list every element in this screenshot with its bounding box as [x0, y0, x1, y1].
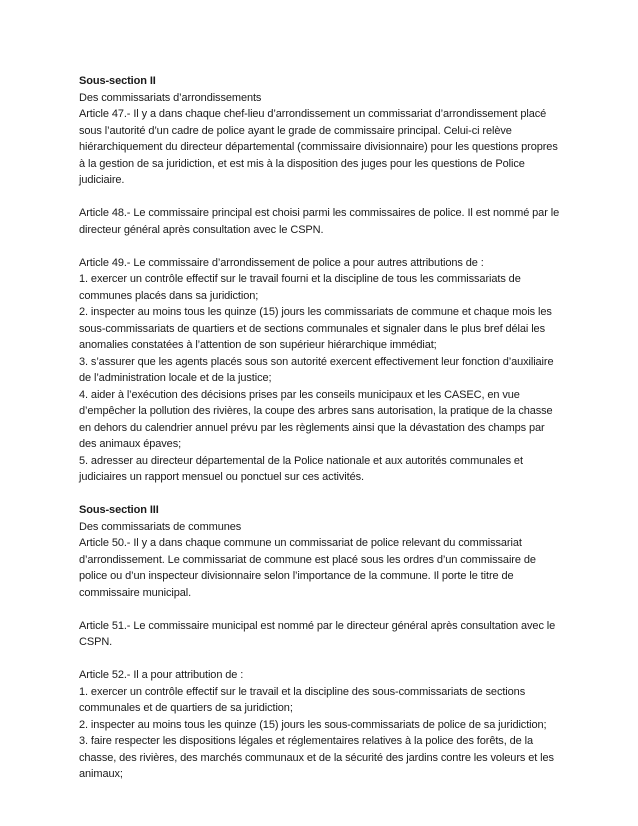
- section-subtitle: Des commissariats d’arrondissements: [79, 91, 262, 104]
- article-48-block: [79, 205, 561, 238]
- sous-section-iii: [79, 502, 561, 601]
- list-item: 1. exercer un contrôle effectif sur le travail fourni et la discipline de tous les commissariats de communes placés dans sa juridiction;: [79, 273, 521, 302]
- list-item: 1. exercer un contrôle effectif sur le travail et la discipline des sous-commissariats de sections communales et de quartiers de sa juridiction;: [79, 685, 526, 714]
- article-51-block: [79, 618, 561, 651]
- list-item: 4. aider à l’exécution des décisions prises par les conseils municipaux et les CASEC, en vue d’empêcher la pollution des rivières, la coupe des arbres sans autorisation, la pratique de la chasse en dehors du calendrier annuel prévu par les règlements ainsi que la dévastation des champs par des animaux épaves;: [79, 388, 553, 450]
- article-52-intro: Article 52.- Il a pour attribution de :: [79, 669, 244, 681]
- article-48: Article 48.- Le commissaire principal est choisi parmi les commissaires de police. Il est nommé par le directeur général après consultation avec le CSPN.: [79, 207, 560, 236]
- article-49-intro: Article 49.- Le commissaire d’arrondissement de police a pour autres attributions de :: [79, 256, 484, 269]
- article-49-block: [79, 255, 561, 486]
- section-heading: Sous-section III: [79, 504, 159, 516]
- list-item: 3. s’assurer que les agents placés sous son autorité exercent effectivement leur fonction d’auxiliaire de l’administration locale et de la justice;: [79, 355, 554, 384]
- article-52-block: [79, 667, 561, 783]
- list-item: 2. inspecter au moins tous les quinze (15) jours les sous-commissariats de police de sa juridiction;: [79, 718, 547, 731]
- list-item: 2. inspecter au moins tous les quinze (15) jours les commissariats de commune et chaque mois les sous-commissariats de quartiers et de sections communales et signaler dans le plus bref délai les anomalies constatées à l’attention de son supérieur hiérarchique immédiat;: [79, 306, 552, 351]
- section-heading: Sous-section II: [79, 75, 156, 87]
- article-50: Article 50.- Il y a dans chaque commune un commissariat de police relevant du commissariat d’arrondissement. Le commissariat de commune est placé sous les ordres d’un commissaire de police ou d’un inspecteur divisionnaire selon l’importance de la commune. Il porte le titre de commissaire municipal.: [79, 537, 536, 599]
- list-item: 3. faire respecter les dispositions légales et réglementaires relatives à la police des forêts, de la chasse, des rivières, des marchés communaux et de la sécurité des jardins contre les voleurs et les animaux;: [79, 735, 554, 780]
- article-47: Article 47.- Il y a dans chaque chef-lieu d’arrondissement un commissariat d’arrondissement placé sous l’autorité d’un cadre de police ayant le grade de commissaire principal. Celui-ci relève hiérarchiquement du directeur départemental (commissaire divisionnaire) pour les questions propres à la gestion de sa juridiction, et est mis à la disposition des juges pour les questions de Police judiciaire.: [79, 108, 558, 186]
- article-51: Article 51.- Le commissaire municipal est nommé par le directeur général après consultation avec le CSPN.: [79, 619, 556, 648]
- sous-section-ii: [79, 73, 561, 189]
- list-item: 5. adresser au directeur départemental de la Police nationale et aux autorités communales et judiciaires un rapport mensuel ou ponctuel sur ces activités.: [79, 454, 523, 483]
- section-subtitle: Des commissariats de communes: [79, 520, 242, 533]
- document-page: [79, 73, 561, 799]
